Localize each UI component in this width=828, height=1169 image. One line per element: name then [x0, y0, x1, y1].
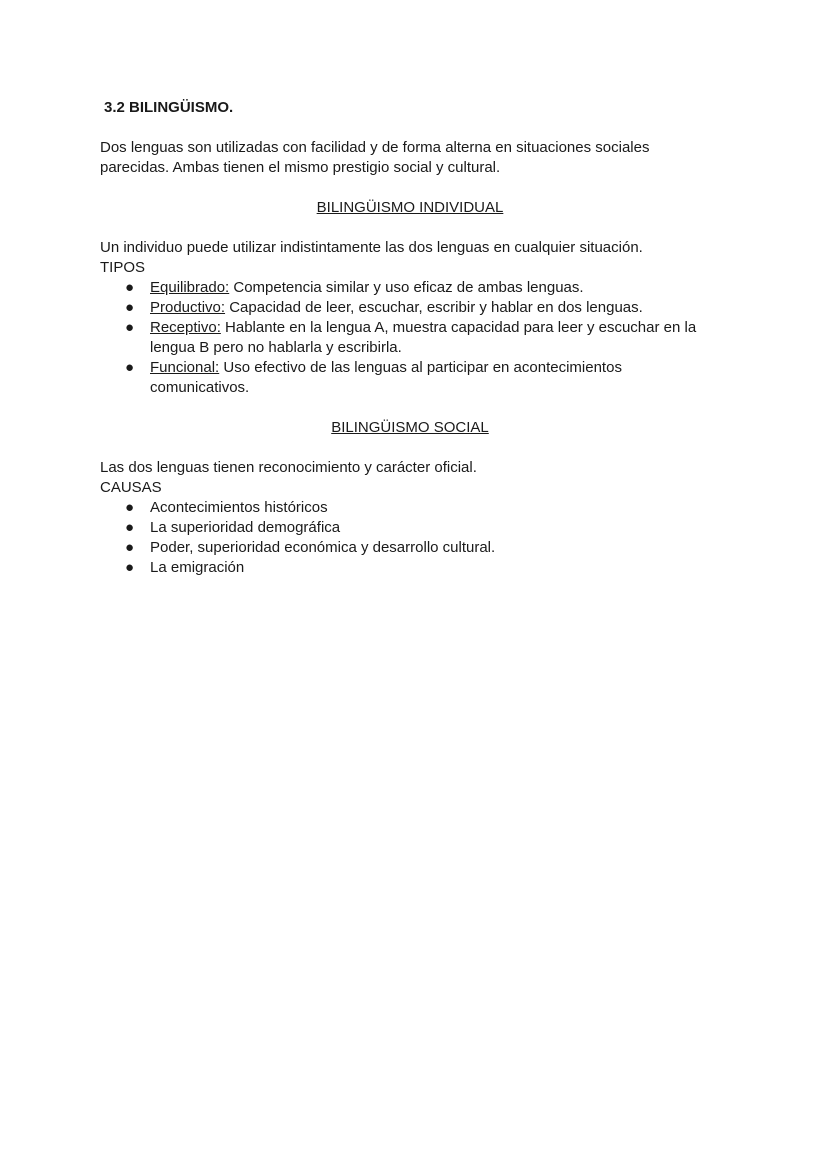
social-paragraph: Las dos lenguas tienen reconocimiento y carácter oficial. [100, 459, 477, 476]
tipos-label: TIPOS [100, 259, 146, 276]
intro-paragraph: Dos lenguas son utilizadas con facilidad y de forma alterna en situaciones sociales parecidas. Ambas tienen el mismo prestigio social y cultural. [100, 139, 650, 176]
bullet-icon: ● [125, 319, 135, 336]
list-item-text: La superioridad demográfica [150, 519, 341, 536]
bullet-icon: ● [125, 359, 135, 376]
tipos-list [100, 278, 720, 398]
bullet-icon: ● [125, 279, 135, 296]
individual-paragraph: Un individuo puede utilizar indistintamente las dos lenguas en cualquier situación. [100, 239, 643, 256]
term-description: Competencia similar y uso eficaz de ambas lenguas. [229, 279, 584, 296]
term-label: Receptivo: [150, 319, 221, 336]
list-item-text: Acontecimientos históricos [150, 499, 328, 516]
bullet-icon: ● [125, 559, 135, 576]
causas-list [100, 498, 720, 578]
list-item-text: La emigración [150, 559, 245, 576]
list-item-text: Poder, superioridad económica y desarrollo cultural. [150, 539, 496, 556]
list-item [100, 558, 720, 578]
individual-heading: BILINGÜISMO INDIVIDUAL [316, 199, 504, 216]
term-label: Productivo: [150, 299, 226, 316]
term-description: Uso efectivo de las lenguas al participar en acontecimientos comunicativos. [150, 359, 622, 396]
bullet-icon: ● [125, 539, 135, 556]
social-heading: BILINGÜISMO SOCIAL [331, 419, 489, 436]
document-page [100, 98, 720, 578]
term-description: Hablante en la lengua A, muestra capacidad para leer y escuchar en la lengua B pero no hablarla y escribirla. [150, 319, 697, 356]
list-item [100, 318, 720, 358]
list-item [100, 498, 720, 518]
bullet-icon: ● [125, 299, 135, 316]
section-title: 3.2 BILINGÜISMO. [104, 99, 234, 116]
list-item [100, 298, 720, 318]
list-item [100, 518, 720, 538]
list-item [100, 278, 720, 298]
term-description: Capacidad de leer, escuchar, escribir y hablar en dos lenguas. [225, 299, 643, 316]
term-label: Funcional: [150, 359, 220, 376]
bullet-icon: ● [125, 519, 135, 536]
causas-label: CAUSAS [100, 479, 162, 496]
bullet-icon: ● [125, 499, 135, 516]
list-item [100, 538, 720, 558]
term-label: Equilibrado: [150, 279, 230, 296]
list-item [100, 358, 720, 398]
